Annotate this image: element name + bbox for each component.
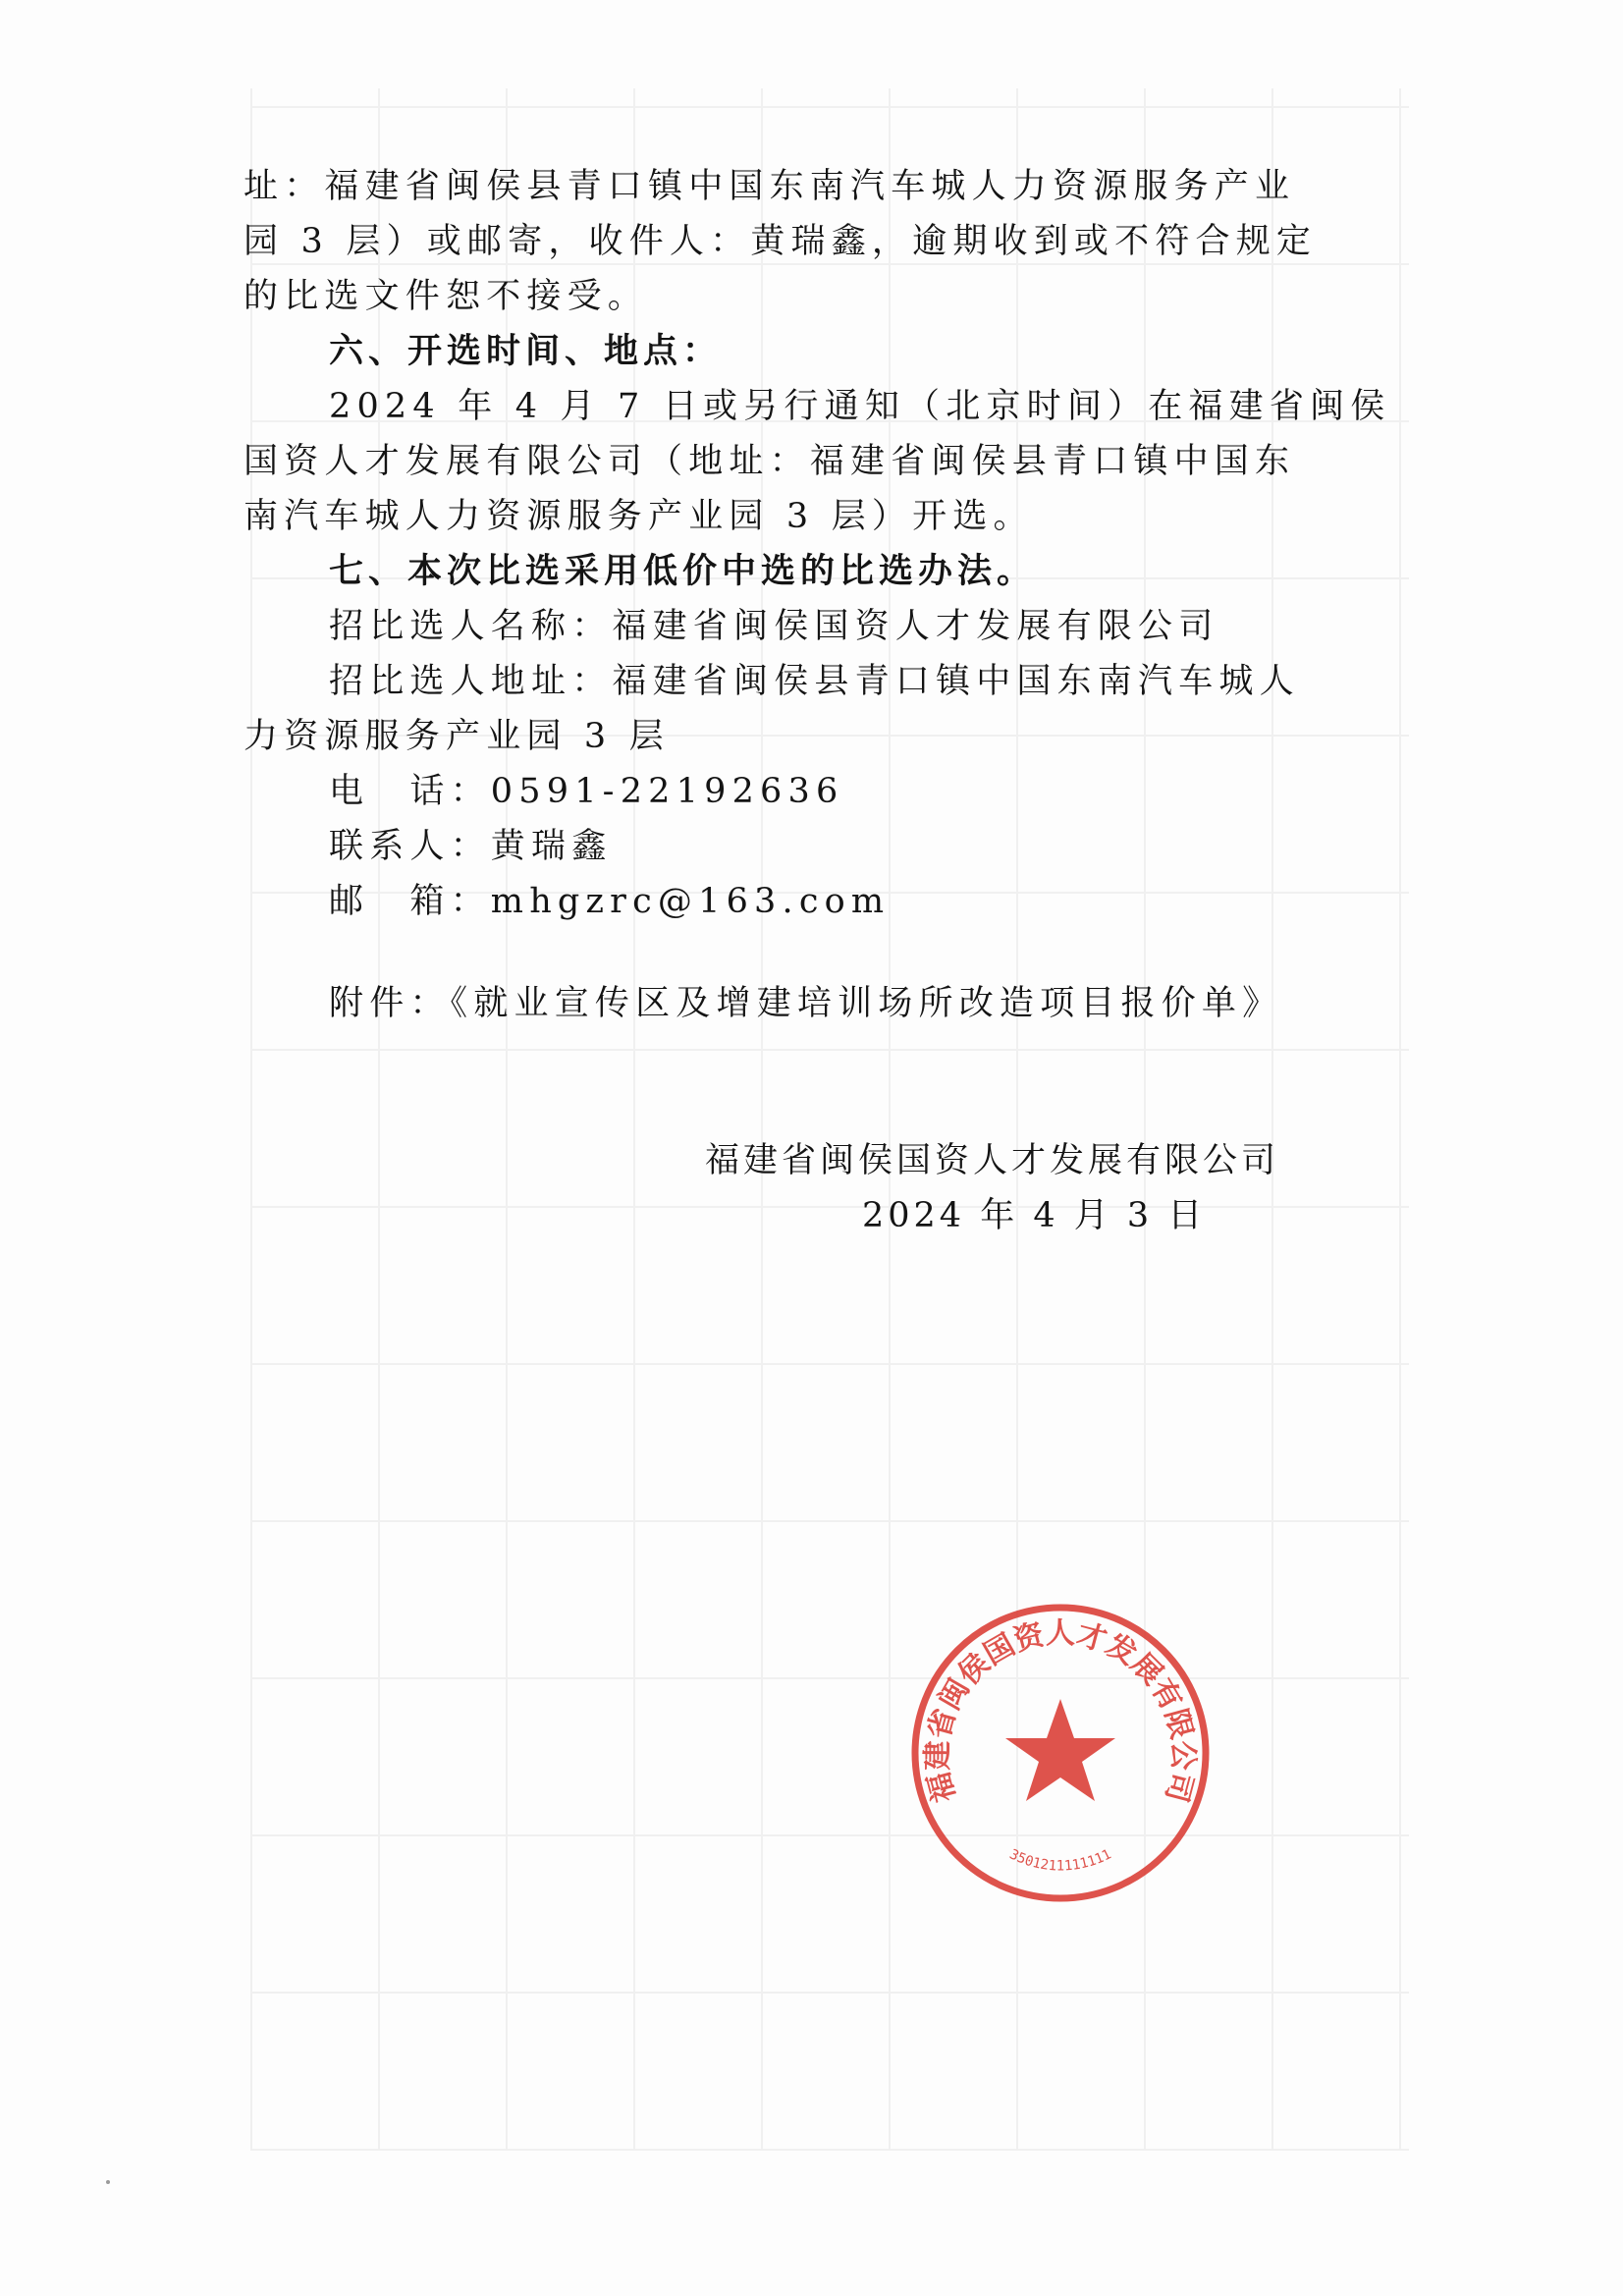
svg-text:3501211111111	[1006, 1846, 1113, 1874]
contact-line: 联系人：黄瑞鑫	[329, 827, 613, 866]
attachment-line: 附件：《就业宣传区及增建培训场所改造项目报价单》	[329, 984, 1283, 1023]
official-seal-stamp	[898, 1591, 1222, 1915]
paragraph-address-line-3: 的比选文件恕不接受。	[243, 277, 649, 316]
paragraph-time-line-1: 2024 年 4 月 7 日或另行通知（北京时间）在福建省闽侯	[329, 387, 1391, 426]
seal-text: 福建省闽侯国资人才发展有限公司	[920, 1616, 1201, 1806]
phone-line: 电 话：0591-22192636	[329, 772, 844, 811]
email-line: 邮 箱：mhgzrc@163.com	[329, 882, 891, 921]
scan-speck	[106, 2180, 110, 2184]
tenderer-address-line-1: 招比选人地址：福建省闽侯县青口镇中国东南汽车城人	[329, 662, 1300, 701]
paragraph-address-line-2: 园 3 层）或邮寄，收件人：黄瑞鑫，逾期收到或不符合规定	[243, 222, 1318, 261]
paragraph-time-line-3: 南汽车城人力资源服务产业园 3 层）开选。	[243, 497, 1034, 536]
signature-organization: 福建省闽侯国资人才发展有限公司	[705, 1141, 1280, 1180]
paragraph-address-line-1: 址：福建省闽侯县青口镇中国东南汽车城人力资源服务产业	[243, 167, 1296, 206]
section-heading-6: 六、开选时间、地点：	[329, 332, 723, 371]
tenderer-name: 招比选人名称：福建省闽侯国资人才发展有限公司	[329, 607, 1219, 646]
paragraph-time-line-2: 国资人才发展有限公司（地址：福建省闽侯县青口镇中国东	[243, 442, 1296, 481]
signature-date: 2024 年 4 月 3 日	[862, 1196, 1207, 1235]
tenderer-address-line-2: 力资源服务产业园 3 层	[243, 717, 670, 756]
section-heading-7: 七、本次比选采用低价中选的比选办法。	[329, 552, 1037, 591]
seal-code: 3501211111111	[1006, 1846, 1114, 1875]
